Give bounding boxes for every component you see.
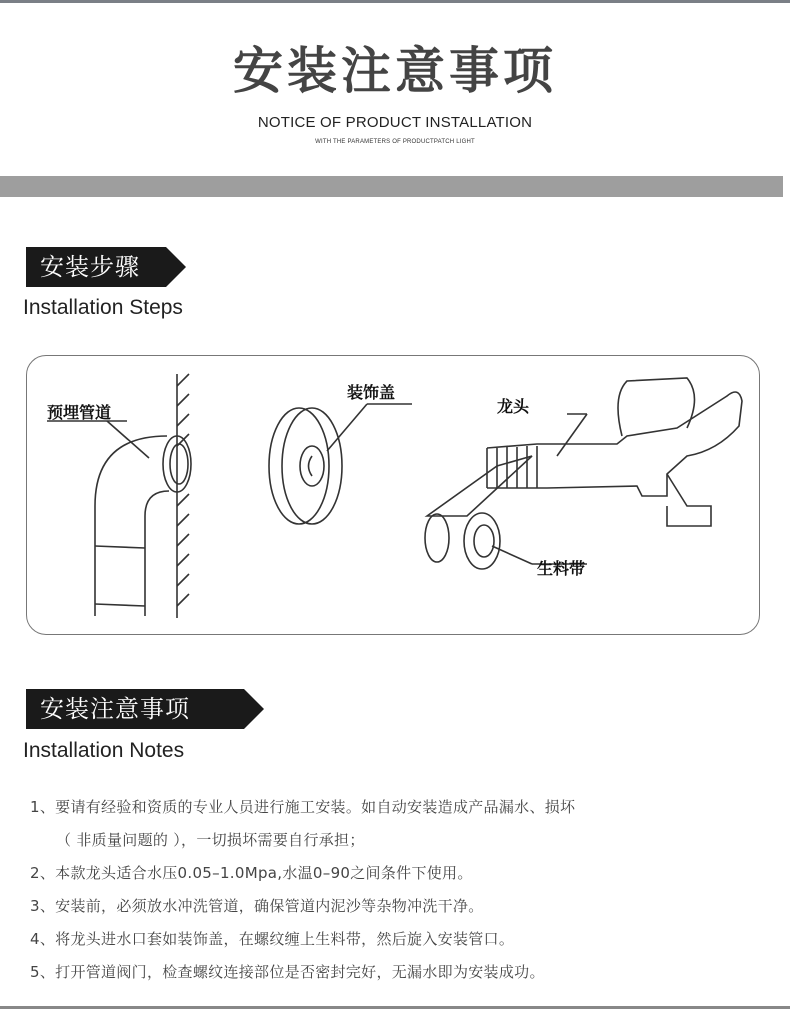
label-decorative-cover: 装饰盖 (347, 383, 396, 402)
label-embedded-pipe: 预埋管道 (47, 403, 112, 422)
steps-section-english: Installation Steps (23, 296, 183, 319)
page-subtitle: NOTICE OF PRODUCT INSTALLATION (257, 114, 533, 131)
installation-diagram (26, 355, 760, 635)
note-line: 3、安装前，必须放水冲洗管道，确保管道内泥沙等杂物冲洗干净。 (30, 897, 484, 915)
steps-section-tag (26, 247, 186, 287)
label-teflon-tape: 生料带 (537, 559, 586, 578)
notes-section-tag (26, 689, 266, 729)
label-faucet: 龙头 (497, 397, 530, 416)
notes-section-label: 安装注意事项 (40, 695, 190, 723)
steps-section-label: 安装步骤 (40, 253, 140, 281)
note-line: 1、要请有经验和资质的专业人员进行施工安装。如自动安装造成产品漏水、损坏 (30, 798, 576, 816)
note-line: 5、打开管道阀门，检查螺纹连接部位是否密封完好，无漏水即为安装成功。 (30, 963, 545, 981)
note-line: （ 非质量问题的 ），一切损坏需要自行承担； (56, 831, 365, 849)
wall-graphic (177, 374, 189, 618)
note-line: 2、本款龙头适合水压0.05–1.0Mpa,水温0–90之间条件下使用。 (30, 864, 473, 882)
cover-plate-graphic (269, 404, 412, 524)
note-line: 4、将龙头进水口套如装饰盖，在螺纹缠上生料带，然后旋入安装管口。 (30, 930, 515, 948)
page-subtitle-small: WITH THE PARAMETERS OF PRODUCTPATCH LIGHT (315, 139, 475, 145)
pipe-elbow-graphic (47, 421, 191, 616)
divider-band (0, 176, 783, 197)
page-title: 安装注意事项 (233, 42, 557, 100)
teflon-tape-graphic (425, 456, 587, 569)
notes-section-english: Installation Notes (23, 739, 185, 762)
top-rule (0, 0, 790, 3)
